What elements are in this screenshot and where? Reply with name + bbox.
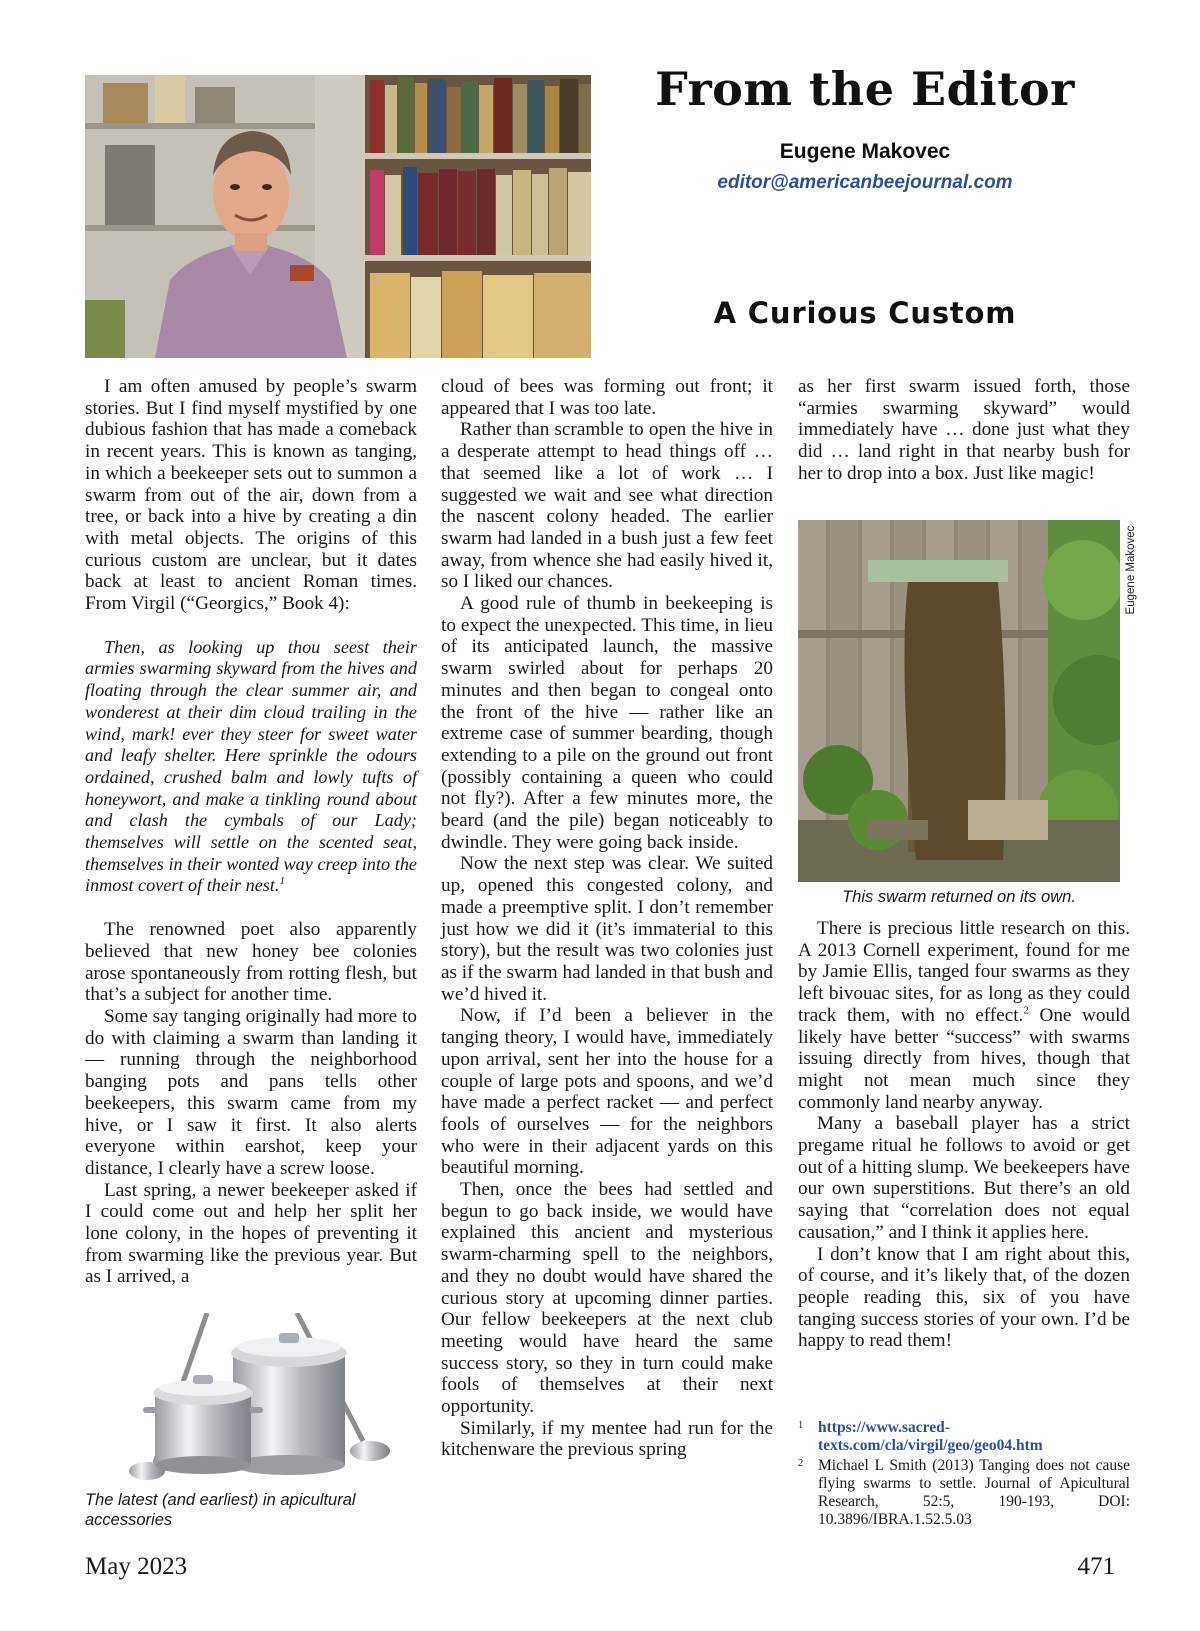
column-1 (85, 376, 417, 1288)
col2-paragraph-6: Then, once the bees had settled and begun to go back inside, we would have explained this ancient and mysterious swarm-charming spell to the neighbors, and they no doubt would have shared the curious story at upcoming dinner parties. Our fellow beekeepers at the next club meeting would have heard the same success story, so they in turn could make fools of themselves at their next opportunity. (441, 1179, 773, 1418)
photo-credit (1123, 520, 1139, 620)
column-3-lower (798, 918, 1130, 1352)
col1-paragraph-2: The renowned poet also apparently believed that new honey bee colonies arose spontaneously from rotting flesh, but that’s a subject for another time. (85, 919, 417, 1006)
page-number: 471 (1077, 1553, 1115, 1580)
footnote-ref-1[interactable]: 1 (279, 875, 285, 888)
virgil-quote (85, 637, 417, 897)
col2-paragraph-3: A good rule of thumb in beekeeping is to expect the unexpected. This time, in lieu of its anticipated launch, the massive swarm swirled about for perhaps 20 minutes and then began to congeal onto the front of the hive — rather like an extreme case of summer bearding, though extending to a pile on the ground out front (possibly containing a queen who could not fly?). After a few minutes more, the beard (and the pile) began noticeably to dwindle. They were going back inside. (441, 593, 773, 853)
swarm-on-hive-photo (798, 520, 1120, 882)
pots-photo-caption: The latest (and earliest) in apicultural accessories (85, 1491, 356, 1529)
footnote-2-text: Michael L Smith (2013) Tanging does not cause flying swarms to settle. Journal of Apicultural Research, 52:5, 190-193, DOI: 10.3896/IBRA.1.52.5.03 (818, 1457, 1130, 1528)
column-2 (441, 376, 773, 1461)
col3-paragraph-4: I don’t know that I am right about this, of course, and it’s likely that, of the dozen people reading this, six of you have tanging success stories of your own. I’d be happy to read them! (798, 1243, 1130, 1352)
footnotes (798, 1419, 1130, 1531)
footnote-ref-2[interactable]: 2 (1023, 1004, 1029, 1017)
col3-paragraph-2-text: There is precious little research on this. A 2013 Cornell experiment, found for me by Jamie Ellis, tanged four swarms as they left bivouac sites, for as long as they could track them, with no effect. (798, 918, 1130, 1026)
col1-paragraph-3: Some say tanging originally had more to do with claiming a swarm than landing it — running through the neighborhood banging pots and pans tells other beekeepers, this swarm came from my hive, or I saw it first. It also alerts everyone within earshot, keep your distance, I clearly have a screw loose. (85, 1005, 417, 1179)
col2-paragraph-1: cloud of bees was forming out front; it appeared that I was too late. (441, 376, 773, 419)
footnote-number: 1 (798, 1420, 804, 1431)
footnote-number: 2 (798, 1458, 804, 1469)
swarm-photo-caption: This swarm returned on its own. (842, 888, 1076, 906)
photo-credit-text: Eugene Makovec (1125, 525, 1137, 615)
col2-paragraph-2: Rather than scramble to open the hive in a desperate attempt to head things off … that seemed like a lot of work … I suggested we wait and see what direction the nascent colony headed. The earlier swarm had landed in a bush just a few feet away, from whence she had easily hived it, so I liked our chances. (441, 419, 773, 593)
footnote-1-link[interactable]: https://www.sacred-texts.com/cla/virgil/geo/geo04.htm (818, 1419, 1043, 1454)
page-title: From the Editor (655, 62, 1075, 116)
col1-paragraph-4: Last spring, a newer beekeeper asked if I could come out and help her split her lone colony, in the hopes of preventing it from swarming like the previous year. But as I arrived, a (85, 1179, 417, 1288)
pots-and-ladles-photo (125, 1313, 395, 1485)
col2-paragraph-4: Now the next step was clear. We suited up, opened this congested colony, and made a preemptive split. I don’t remember just how we did it (it’s immaterial to this story), but the result was two colonies just as if the swarm had landed in that bush and we’d hived it. (441, 853, 773, 1005)
author-email-link[interactable]: editor@americanbeejournal.com (717, 172, 1013, 193)
col1-paragraph-1: I am often amused by people’s swarm stories. But I find myself mystified by one dubious fashion that has made a comeback in recent years. This is known as tanging, in which a beekeeper sets out to summon a swarm from out of the air, down from a tree, or back into a hive by creating a din with metal objects. The origins of this curious custom are unclear, but it dates back at least to ancient Roman times. From Virgil (“Georgics,” Book 4): (85, 376, 417, 615)
footnote-2 (798, 1457, 1130, 1529)
col3-paragraph-2 (798, 918, 1130, 1113)
col2-paragraph-7: Similarly, if my mentee had run for the kitchenware the previous spring (441, 1417, 773, 1461)
issue-date: May 2023 (85, 1553, 188, 1580)
editor-portrait-photo (85, 75, 591, 358)
col3-paragraph-2-cont: One would likely have better “success” with swarms issuing directly from hives, though that might not mean much since they commonly land nearby anyway. (798, 1004, 1131, 1113)
col2-paragraph-5: Now, if I’d been a believer in the tanging theory, I would have, immediately upon arrival, sent her into the house for a couple of large pots and spoons, and we’d have made a perfect racket — and perfect fools of ourselves — for the neighbors who were in their adjacent yards on this beautiful morning. (441, 1005, 773, 1179)
column-3 (798, 376, 1130, 485)
author-name: Eugene Makovec (779, 140, 951, 163)
footnote-1 (798, 1419, 1130, 1455)
col3-paragraph-3: Many a baseball player has a strict pregame ritual he follows to avoid or get out of a hitting slump. We beekeepers have our own superstitions. But there’s an old saying that “correlation does not equal causation,” and I think it applies here. (798, 1113, 1130, 1243)
col3-paragraph-1: as her first swarm issued forth, those “armies swarming skyward” would immediately have … done just what they did … land right in that nearby bush for her to drop into a box. Just like magic! (798, 376, 1130, 484)
virgil-quote-text: Then, as looking up thou seest their armies swarming skyward from the hives and floating through the clear summer air, and wonderest at their dim cloud trailing in the wind, mark! ever they steer for sweet water and leafy shelter. Here sprinkle the odours ordained, crushed balm and lowly tufts of honeywort, and make a tinkling round about and clash the cymbals of our Lady; themselves will settle on the scented seat, themselves in their wonted way creep into the inmost covert of their nest. (85, 636, 417, 896)
article-subtitle: A Curious Custom (713, 296, 1017, 330)
